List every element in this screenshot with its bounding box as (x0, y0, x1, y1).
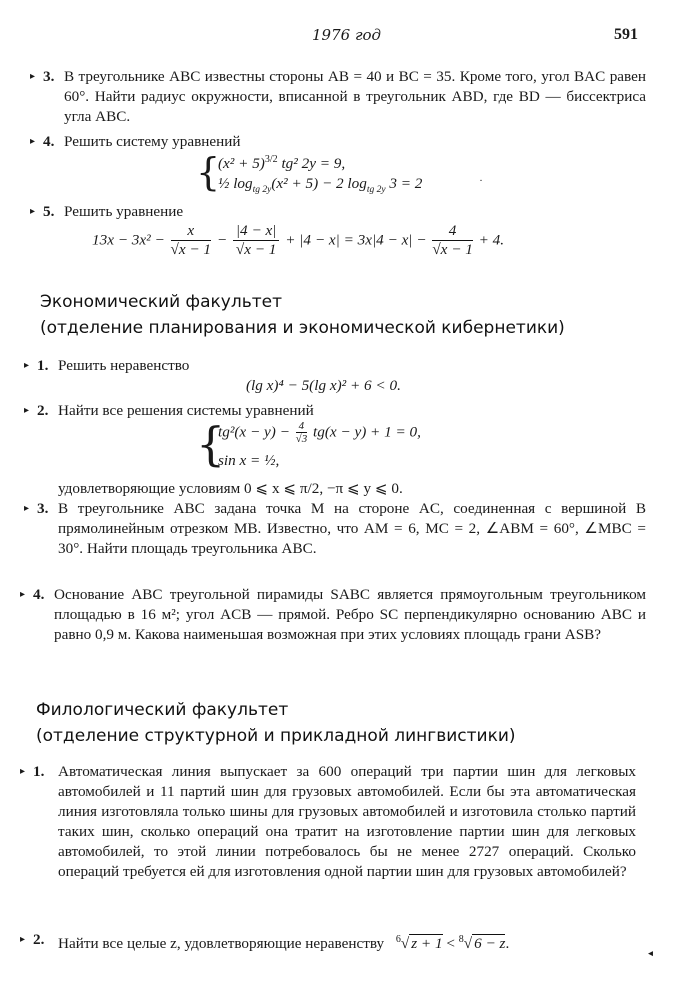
problem-marker-icon: ▸ (20, 766, 26, 777)
equation-line: ½ $\log_{tg 2y}(x^2 + 5) - 2$ $\log_{tg 2y} 3 = 2$ (218, 175, 423, 196)
problem-text: Решить систему уравнений (64, 133, 241, 150)
problem-text: Автоматическая линия выпускает за 600 операций три партии шин для легковых автомобилей и 11 партий шин для грузовых автомобилей. Если бы эта автоматическая линия изготовляла только шины для грузовых автомобилей и изготовила столько партий таких шин, сколько операций она тратит на изготовление партии шин для легковых автомобилей, то этой линии потребовалось бы не менее 2727 операций. Сколько операций требуется ей для изготовления одной партии шин для грузовых автомобилей? (58, 763, 636, 880)
equation-p5: 13x − 3x² − $\frac{x}{√x - 1}$ − $\frac{|4 - x|}{√x - 1}$ + |4 − x| = 3x|4 − x| − $\frac{4}{√x - 1}$ + 4. (92, 222, 505, 258)
problem-number: 2. (37, 402, 49, 419)
page-number: 591 (614, 26, 638, 43)
equation-line: $(x^2 + 5)^{3/2}$ tg² 2y = 9, (218, 154, 346, 173)
equation-line: sin x = ½, (218, 452, 280, 469)
brace: { (196, 150, 221, 194)
brace: { (196, 417, 226, 471)
problem-number: 3. (37, 500, 49, 517)
problem-number: 2. (33, 931, 45, 948)
problem-number: 4. (33, 586, 45, 603)
problem-marker-icon: ▸ (30, 71, 36, 82)
problem-marker-icon: ▸ (30, 206, 36, 217)
problem-marker-icon: ▸ (24, 405, 30, 416)
section-title: Экономический факультет (40, 292, 282, 312)
section-title: Филологический факультет (36, 700, 289, 720)
problem-marker-icon: ▸ (30, 136, 36, 147)
problem-number: 1. (33, 763, 45, 780)
problem-text: Найти все решения системы уравнений (58, 402, 314, 419)
problem-marker-icon: ▸ (20, 589, 26, 600)
condition-text: удовлетворяющие условиям 0 ⩽ x ⩽ π/2, −π ⩽ y ⩽ 0. (58, 480, 403, 497)
problem-text: Основание ABC треугольной пирамиды SABC является прямоугольным треугольником площадью в 16 м²; угол ACB — прямой. Ребро SC перпендикулярно основанию ABC и равно 0,9 м. Какова наименьшая возможная при этих условиях площадь грани ASB? (54, 586, 646, 643)
page-end-marker-icon: ▸ (648, 948, 654, 959)
problem-marker-icon: ▸ (24, 503, 30, 514)
problem-text: В треугольнике ABC задана точка M на стороне AC, соединенная с вершиной B прямолинейным отрезком MB. Известно, что AM = 6, MC = 2, ∠ABM = 60°, ∠MBC = 30°. Найти площадь треугольника ABC. (58, 500, 646, 557)
root-inequality: $^6$√ z + 1 < $^8$√ 6 − z. (395, 934, 510, 953)
inequality-formula: (lg x)⁴ − 5(lg x)² + 6 < 0. (246, 377, 401, 394)
problem-number: 5. (43, 203, 55, 220)
problem-text: Решить уравнение (64, 203, 184, 220)
problem-number: 4. (43, 133, 55, 150)
problem-number: 3. (43, 68, 55, 85)
equation-line: tg²(x − y) − $\frac{4}{√3}$ tg(x − y) + 1 = 0, (218, 420, 421, 445)
section-subtitle: (отделение структурной и прикладной лингвистики) (36, 726, 516, 746)
system-equations-2 (196, 417, 496, 478)
page-header (0, 26, 680, 48)
problem-text: Решить неравенство (58, 357, 190, 374)
problem-number: 1. (37, 357, 49, 374)
running-title: 1976 год (312, 26, 382, 44)
section-subtitle: (отделение планирования и экономической кибернетики) (40, 318, 565, 338)
system-equations-1: { $(x^2 + 5)^{3/2}$ tg² 2y = 9, ½ $\log_{tg 2y}(x^2 + 5) - 2$ $\log_{tg 2y} 3 = 2$ . (196, 150, 483, 196)
problem-marker-icon: ▸ (20, 934, 26, 945)
problem-marker-icon: ▸ (24, 360, 30, 371)
problem-text: Найти все целые z, удовлетворяющие неравенству (58, 935, 385, 953)
problem-text: В треугольнике ABC известны стороны AB = 40 и BC = 35. Кроме того, угол BAC равен 60°. Найти радиус окружности, вписанной в треугольник ABD, где BD — биссектриса угла ABC. (64, 68, 646, 125)
